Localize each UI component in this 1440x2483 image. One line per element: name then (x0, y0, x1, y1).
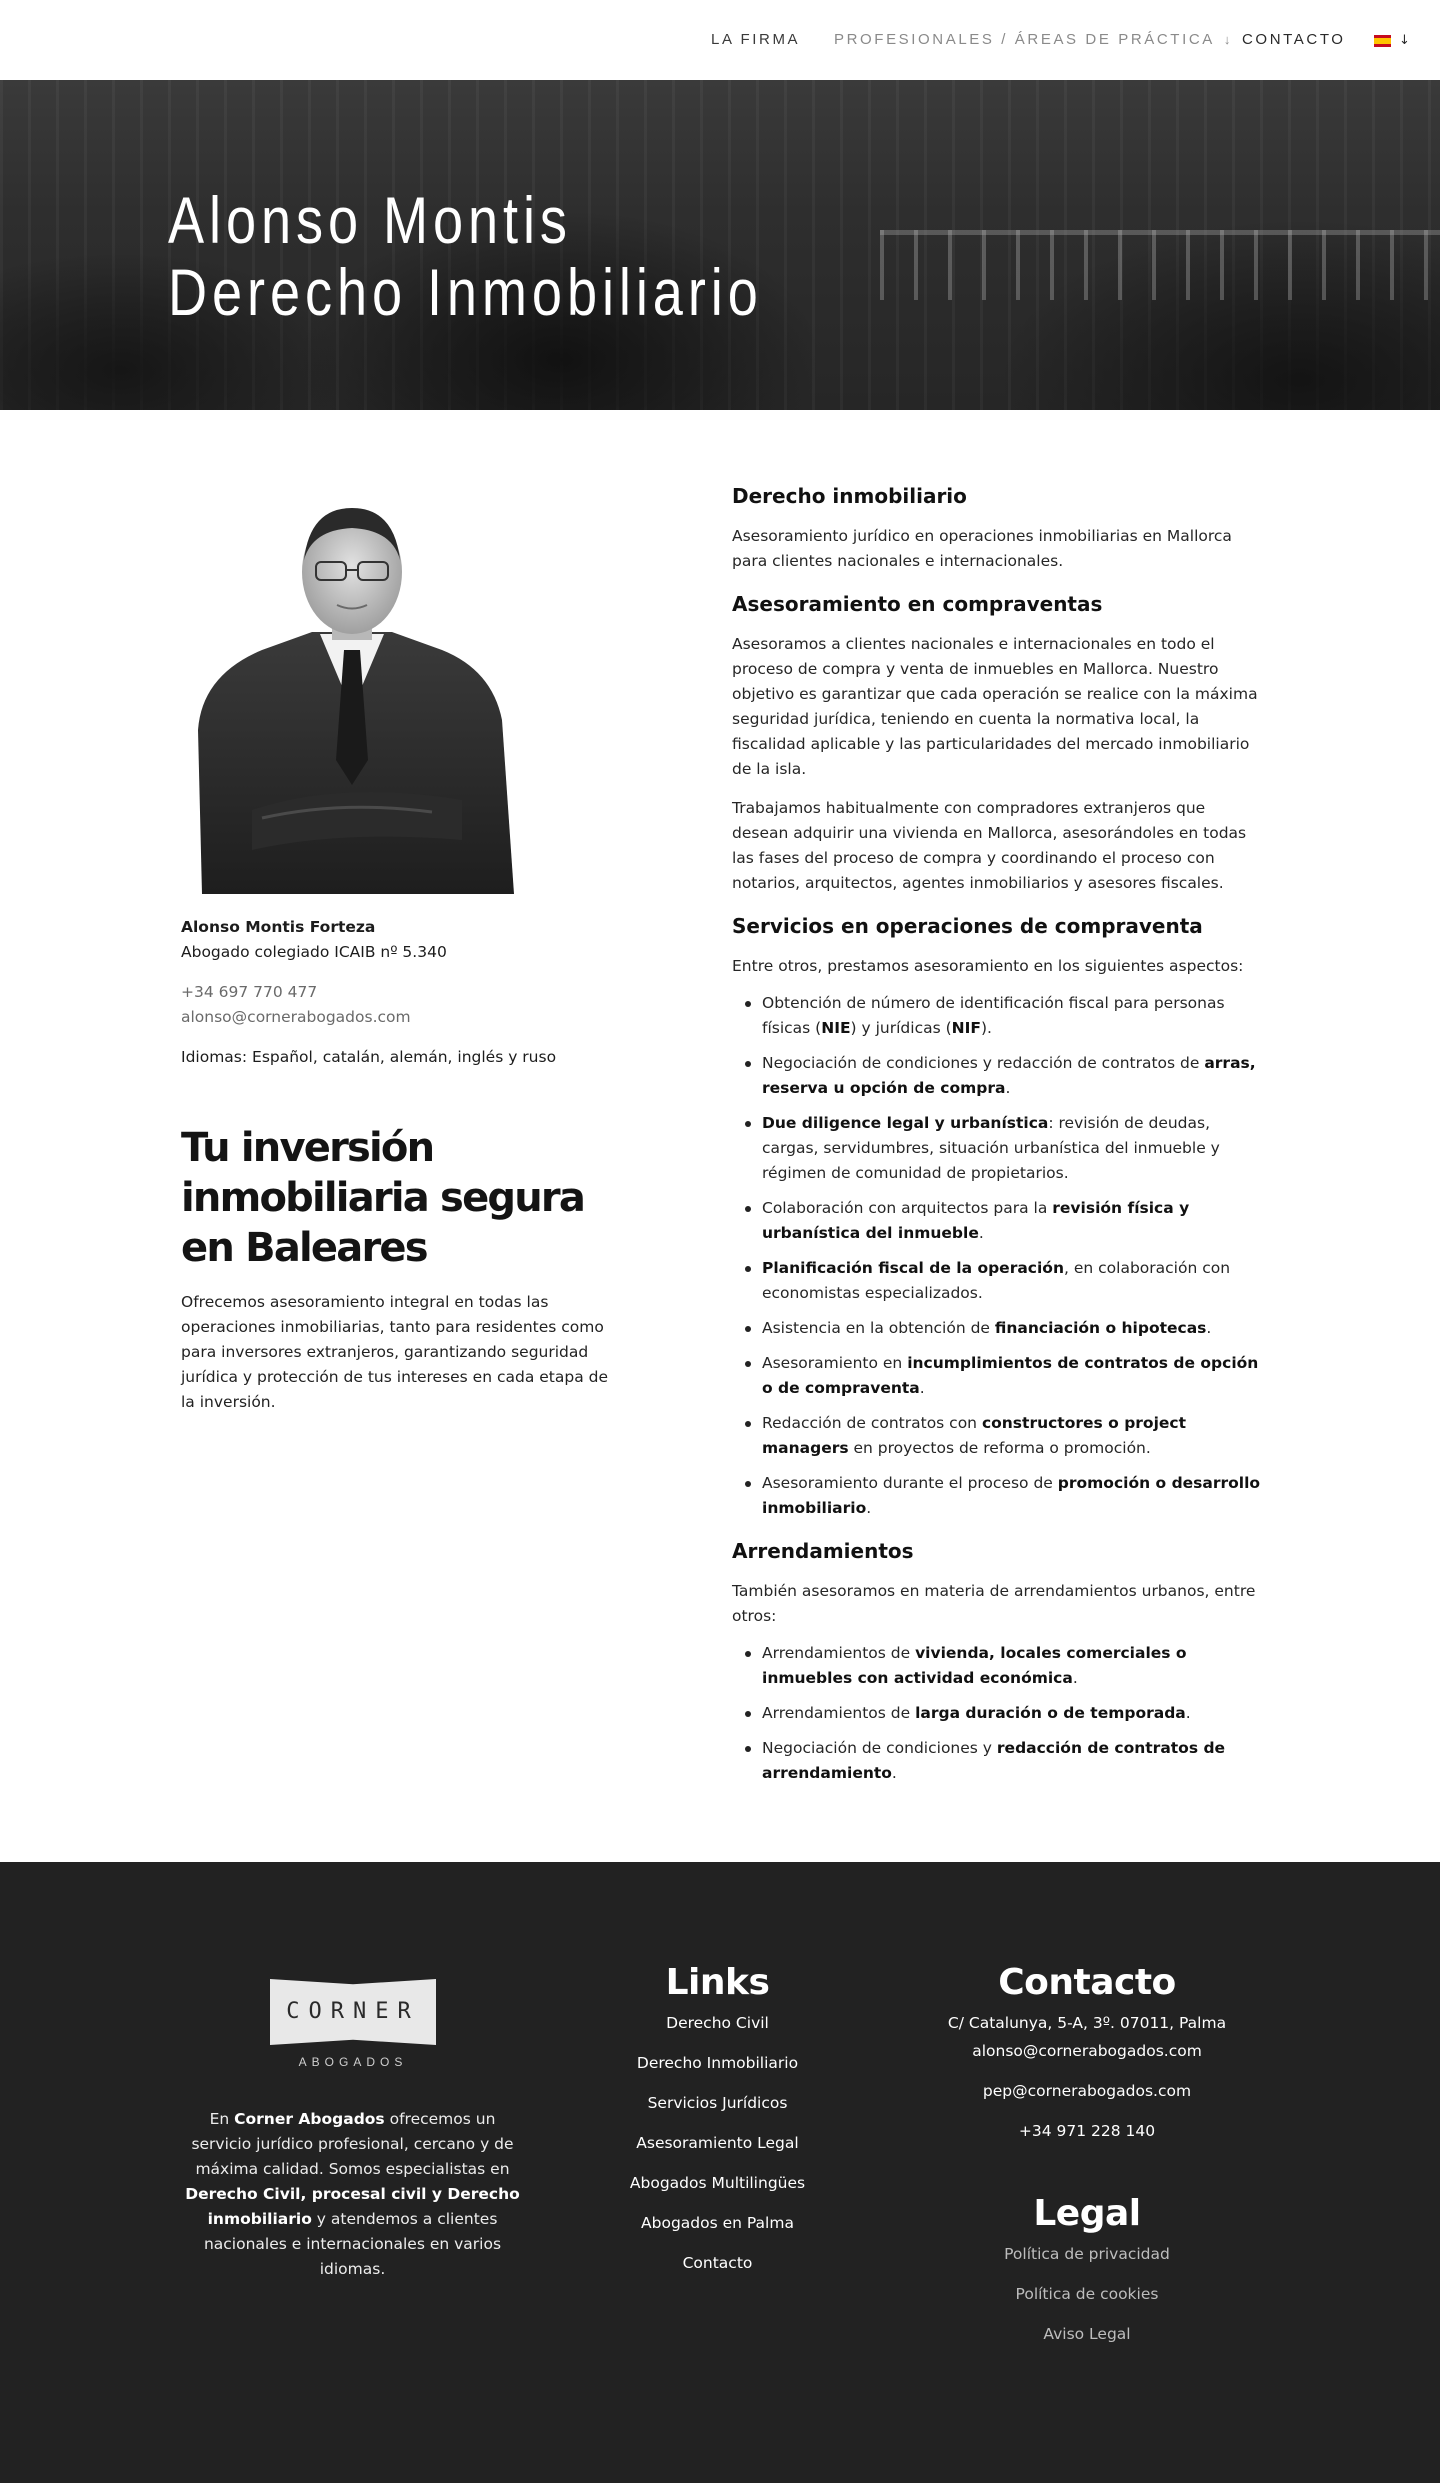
footer-address: C/ Catalunya, 5-A, 3º. 07011, Palma (947, 2014, 1227, 2032)
slogan-heading: Tu inversión inmobiliaria segura en Baleares (181, 1125, 585, 1271)
main-content (0, 410, 1440, 1862)
nav-la-firma[interactable]: LA FIRMA (711, 31, 801, 48)
list-item: Negociación de condiciones y redacción de contratos de arras, reserva u opción de compra. (732, 1051, 1262, 1101)
list-item: Redacción de contratos con constructores o project managers en proyectos de reforma o promoción. (732, 1411, 1262, 1461)
footer-link[interactable]: Asesoramiento Legal (636, 2134, 799, 2152)
section-heading-arrendamientos: Arrendamientos (732, 1539, 914, 1563)
section-heading-compraventas: Asesoramiento en compraventas (732, 592, 1103, 616)
footer-links-title: Links (665, 1962, 770, 2003)
logo-subtitle: ABOGADOS (298, 2055, 408, 2069)
hero-title (168, 184, 763, 328)
hero-background-image (880, 230, 1440, 300)
paragraph: También asesoramos en materia de arrendamientos urbanos, entre otros: (732, 1582, 1256, 1625)
nav-profesionales-label: PROFESIONALES / ÁREAS DE PRÁCTICA (834, 31, 1215, 48)
footer-email-alonso[interactable]: alonso@cornerabogados.com (972, 2042, 1202, 2060)
footer-link[interactable]: Derecho Civil (666, 2014, 769, 2032)
footer-link[interactable]: Contacto (682, 2254, 753, 2272)
lawyer-name: Alonso Montis Forteza (181, 918, 376, 936)
footer-link[interactable]: Derecho Inmobiliario (636, 2054, 799, 2072)
footer-phone[interactable]: +34 971 228 140 (1018, 2122, 1156, 2140)
footer-email-pep[interactable]: pep@cornerabogados.com (982, 2082, 1192, 2100)
practice-content (732, 482, 1262, 1786)
lawyer-email[interactable]: alonso@cornerabogados.com (181, 1008, 411, 1026)
lawyer-phone[interactable]: +34 697 770 477 (181, 983, 318, 1001)
footer-legal-title: Legal (1033, 2193, 1141, 2234)
paragraph: Entre otros, prestamos asesoramiento en los siguientes aspectos: (732, 957, 1244, 975)
hero-banner (0, 80, 1440, 410)
corner-abogados-logo[interactable] (270, 1979, 436, 2079)
lawyer-portrait (192, 500, 514, 894)
list-item: Negociación de condiciones y redacción de contratos de arrendamiento. (732, 1736, 1262, 1786)
nav-contacto[interactable]: CONTACTO (1242, 31, 1346, 48)
services-list (732, 991, 1262, 1521)
hero-title-line2: Derecho Inmobiliario (168, 255, 763, 329)
top-navigation (0, 0, 1440, 80)
lawyer-languages: Idiomas: Español, catalán, alemán, inglés y ruso (181, 1048, 557, 1066)
footer-legal-link[interactable]: Política de privacidad (1004, 2245, 1170, 2263)
paragraph: Asesoramos a clientes nacionales e internacionales en todo el proceso de compra y venta de inmuebles en Mallorca. Nuestro objetivo es garantizar que cada operación se realice con la máxima seguridad jurídica, teniendo en cuenta la normativa local, la fiscalidad aplicable y las particularidades del mercado inmobiliario de la isla. (732, 635, 1258, 778)
footer-legal-link[interactable]: Aviso Legal (1043, 2325, 1131, 2343)
footer-contact-title: Contacto (998, 1962, 1176, 2003)
slogan-text: Ofrecemos asesoramiento integral en todas las operaciones inmobiliarias, tanto para residentes como para inversores extranjeros, garantizando seguridad jurídica y protección de tus intereses en cada etapa de la inversión. (181, 1293, 609, 1411)
section-heading-derecho-inmobiliario: Derecho inmobiliario (732, 484, 967, 508)
list-item: Arrendamientos de larga duración o de temporada. (732, 1701, 1262, 1726)
footer-link[interactable]: Abogados en Palma (641, 2214, 794, 2232)
leases-list (732, 1641, 1262, 1786)
language-selector[interactable] (1374, 33, 1410, 48)
logo-word: CORNER (286, 1999, 420, 2024)
footer-legal-link[interactable]: Política de cookies (1015, 2285, 1159, 2303)
list-item: Obtención de número de identificación fiscal para personas físicas (NIE) y jurídicas (NIF). (732, 991, 1262, 1041)
list-item: Colaboración con arquitectos para la revisión física y urbanística del inmueble. (732, 1196, 1262, 1246)
paragraph: Trabajamos habitualmente con compradores extranjeros que desean adquirir una vivienda en Mallorca, asesorándoles en todas las fases del proceso de compra y coordinando el proceso con notarios, arquitectos, agentes inmobiliarios y asesores fiscales. (732, 799, 1247, 892)
footer-contact-column (937, 1961, 1237, 2141)
footer-about-text: En Corner Abogados ofrecemos un servicio jurídico profesional, cercano y de máxima calidad. Somos especialistas en Derecho Civil, procesal civil y Derecho inmobiliario y atendemos a clientes nacionales e internacionales en varios idiomas. (185, 2110, 520, 2278)
list-item: Due diligence legal y urbanística: revisión de deudas, cargas, servidumbres, situación urbanística del inmueble y régimen de comunidad de propietarios. (732, 1111, 1262, 1186)
lawyer-title: Abogado colegiado ICAIB nº 5.340 (181, 943, 447, 961)
chevron-down-icon: ↓ (1223, 32, 1231, 47)
list-item: Asesoramiento en incumplimientos de contratos de opción o de compraventa. (732, 1351, 1262, 1401)
paragraph: Asesoramiento jurídico en operaciones inmobiliarias en Mallorca para clientes nacionales e internacionales. (732, 527, 1232, 570)
nav-profesionales[interactable] (834, 31, 1230, 48)
hero-title-line1: Alonso Montis (168, 183, 572, 257)
list-item: Arrendamientos de vivienda, locales comerciales o inmuebles con actividad económica. (732, 1641, 1262, 1691)
list-item: Asistencia en la obtención de financiación o hipotecas. (732, 1316, 1262, 1341)
es-flag-icon (1374, 35, 1391, 47)
section-heading-servicios: Servicios en operaciones de compraventa (732, 914, 1203, 938)
list-item: Planificación fiscal de la operación, en colaboración con economistas especializados. (732, 1256, 1262, 1306)
chevron-down-icon: ↓ (1399, 33, 1410, 48)
list-item: Asesoramiento durante el proceso de promoción o desarrollo inmobiliario. (732, 1471, 1262, 1521)
site-footer (0, 1862, 1440, 2483)
lawyer-info (181, 915, 621, 1070)
footer-links-column (560, 1961, 875, 2273)
footer-link[interactable]: Servicios Jurídicos (647, 2094, 788, 2112)
footer-link[interactable]: Abogados Multilingües (629, 2174, 806, 2192)
footer-legal-column (937, 2192, 1237, 2344)
